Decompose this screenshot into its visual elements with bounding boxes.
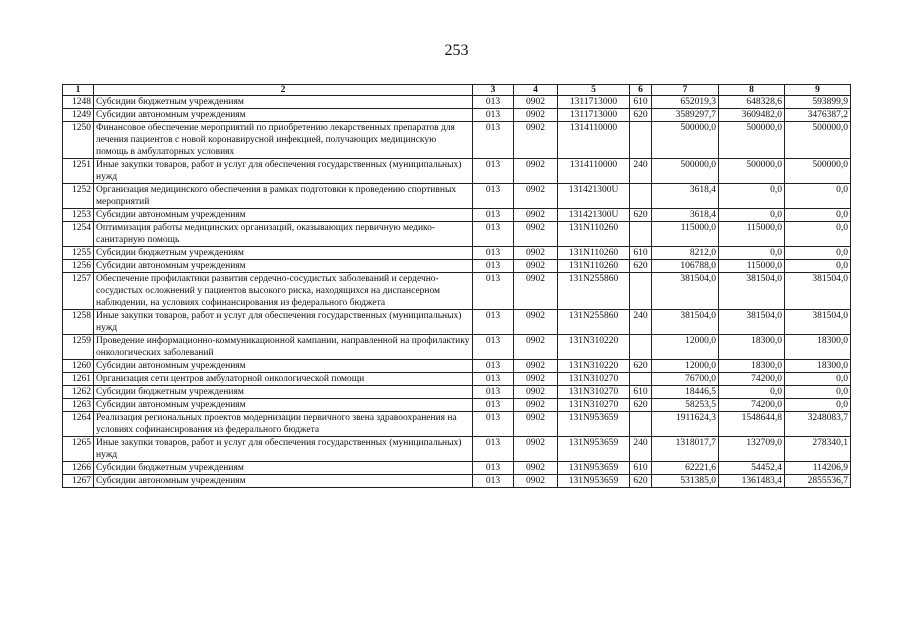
row-target-code: 1314110000 — [558, 122, 630, 159]
table-row — [63, 159, 851, 184]
row-grbs-code: 013 — [473, 247, 514, 260]
row-name: Оптимизация работы медицинских организаций, оказывающих первичную медико-санитарную помощь — [94, 222, 473, 247]
row-target-code: 131N310220 — [558, 360, 630, 373]
row-value-1: 12000,0 — [652, 335, 719, 360]
row-number: 1263 — [63, 399, 94, 412]
row-value-1: 62221,6 — [652, 462, 719, 475]
table-row — [63, 184, 851, 209]
row-section-code: 0902 — [514, 96, 558, 109]
table-body — [63, 96, 851, 488]
row-value-3: 0,0 — [785, 386, 851, 399]
row-value-1: 18446,5 — [652, 386, 719, 399]
row-grbs-code: 013 — [473, 209, 514, 222]
row-value-1: 500000,0 — [652, 159, 719, 184]
row-value-3: 381504,0 — [785, 273, 851, 310]
row-grbs-code: 013 — [473, 109, 514, 122]
row-value-2: 132709,0 — [719, 437, 785, 462]
column-header: 7 — [652, 85, 719, 96]
row-name: Субсидии бюджетным учреждениям — [94, 247, 473, 260]
row-value-3: 18300,0 — [785, 360, 851, 373]
row-target-code: 131N255860 — [558, 310, 630, 335]
row-target-code: 1311713000 — [558, 109, 630, 122]
row-target-code: 131421300U — [558, 184, 630, 209]
row-name: Субсидии автономным учреждениям — [94, 475, 473, 488]
row-name: Иные закупки товаров, работ и услуг для обеспечения государственных (муниципальных) нужд — [94, 437, 473, 462]
row-value-3: 0,0 — [785, 260, 851, 273]
table-row — [63, 437, 851, 462]
row-value-3: 3248083,7 — [785, 412, 851, 437]
row-grbs-code: 013 — [473, 462, 514, 475]
row-value-2: 115000,0 — [719, 260, 785, 273]
row-expense-type — [630, 273, 652, 310]
table-row — [63, 373, 851, 386]
row-number: 1267 — [63, 475, 94, 488]
table-row — [63, 247, 851, 260]
table-row — [63, 475, 851, 488]
table-row — [63, 335, 851, 360]
row-grbs-code: 013 — [473, 122, 514, 159]
row-expense-type — [630, 335, 652, 360]
row-value-1: 3618,4 — [652, 184, 719, 209]
row-target-code: 131N953659 — [558, 462, 630, 475]
row-name: Субсидии бюджетным учреждениям — [94, 462, 473, 475]
row-value-2: 0,0 — [719, 209, 785, 222]
row-expense-type: 240 — [630, 437, 652, 462]
row-number: 1250 — [63, 122, 94, 159]
row-value-2: 3609482,0 — [719, 109, 785, 122]
row-expense-type: 610 — [630, 247, 652, 260]
row-section-code: 0902 — [514, 373, 558, 386]
row-value-1: 1318017,7 — [652, 437, 719, 462]
row-expense-type — [630, 184, 652, 209]
budget-table — [62, 84, 851, 488]
row-target-code: 131N310270 — [558, 386, 630, 399]
row-name: Субсидии автономным учреждениям — [94, 399, 473, 412]
table-row — [63, 310, 851, 335]
row-value-2: 381504,0 — [719, 310, 785, 335]
row-value-3: 0,0 — [785, 222, 851, 247]
row-name: Субсидии бюджетным учреждениям — [94, 96, 473, 109]
row-name: Иные закупки товаров, работ и услуг для обеспечения государственных (муниципальных) нужд — [94, 159, 473, 184]
row-name: Реализация региональных проектов модернизации первичного звена здравоохранения на условиях софинансирования из федерального бюджета — [94, 412, 473, 437]
column-header: 8 — [719, 85, 785, 96]
row-name: Обеспечение профилактики развития сердечно-сосудистых заболеваний и сердечно-сосудистых осложнений у пациентов высокого риска, находящихся на диспансерном наблюдении, на условиях софинансирования из федерального бюджета — [94, 273, 473, 310]
row-name: Субсидии бюджетным учреждениям — [94, 386, 473, 399]
row-name: Субсидии автономным учреждениям — [94, 209, 473, 222]
table-row — [63, 399, 851, 412]
column-header: 1 — [63, 85, 94, 96]
row-value-2: 1548644,8 — [719, 412, 785, 437]
row-number: 1248 — [63, 96, 94, 109]
row-target-code: 1311713000 — [558, 96, 630, 109]
row-expense-type — [630, 222, 652, 247]
row-number: 1266 — [63, 462, 94, 475]
table-row — [63, 96, 851, 109]
row-grbs-code: 013 — [473, 360, 514, 373]
row-number: 1255 — [63, 247, 94, 260]
table-row — [63, 260, 851, 273]
table-row — [63, 360, 851, 373]
row-name: Проведение информационно-коммуникационной кампании, направленной на профилактику онкологических заболеваний — [94, 335, 473, 360]
row-section-code: 0902 — [514, 209, 558, 222]
row-target-code: 131N953659 — [558, 437, 630, 462]
row-target-code: 131421300U — [558, 209, 630, 222]
row-value-1: 531385,0 — [652, 475, 719, 488]
table-row — [63, 122, 851, 159]
page-number: 253 — [444, 42, 469, 59]
row-target-code: 131N953659 — [558, 412, 630, 437]
row-grbs-code: 013 — [473, 159, 514, 184]
row-expense-type — [630, 122, 652, 159]
row-expense-type: 620 — [630, 209, 652, 222]
table-row — [63, 462, 851, 475]
row-value-2: 0,0 — [719, 247, 785, 260]
row-name: Финансовое обеспечение мероприятий по приобретению лекарственных препаратов для лечения пациентов с новой коронавирусной инфекцией, получающих медицинскую помощь в амбулаторных условиях — [94, 122, 473, 159]
row-section-code: 0902 — [514, 335, 558, 360]
row-value-1: 115000,0 — [652, 222, 719, 247]
row-expense-type: 620 — [630, 109, 652, 122]
column-header: 6 — [630, 85, 652, 96]
row-value-2: 381504,0 — [719, 273, 785, 310]
row-grbs-code: 013 — [473, 373, 514, 386]
row-expense-type: 620 — [630, 399, 652, 412]
row-number: 1262 — [63, 386, 94, 399]
row-number: 1249 — [63, 109, 94, 122]
row-value-1: 76700,0 — [652, 373, 719, 386]
row-target-code: 131N110260 — [558, 247, 630, 260]
row-value-3: 500000,0 — [785, 122, 851, 159]
row-target-code: 131N310270 — [558, 373, 630, 386]
row-value-1: 381504,0 — [652, 273, 719, 310]
row-value-1: 58253,5 — [652, 399, 719, 412]
row-value-1: 500000,0 — [652, 122, 719, 159]
row-value-1: 381504,0 — [652, 310, 719, 335]
table-row — [63, 412, 851, 437]
column-header: 5 — [558, 85, 630, 96]
table-row — [63, 222, 851, 247]
row-section-code: 0902 — [514, 247, 558, 260]
row-grbs-code: 013 — [473, 222, 514, 247]
row-value-3: 500000,0 — [785, 159, 851, 184]
row-expense-type: 610 — [630, 96, 652, 109]
row-number: 1259 — [63, 335, 94, 360]
row-value-3: 0,0 — [785, 373, 851, 386]
row-value-3: 2855536,7 — [785, 475, 851, 488]
row-value-3: 18300,0 — [785, 335, 851, 360]
table-row — [63, 273, 851, 310]
row-value-2: 1361483,4 — [719, 475, 785, 488]
row-number: 1265 — [63, 437, 94, 462]
row-grbs-code: 013 — [473, 260, 514, 273]
row-number: 1251 — [63, 159, 94, 184]
row-target-code: 131N110260 — [558, 222, 630, 247]
row-section-code: 0902 — [514, 399, 558, 412]
table-row — [63, 386, 851, 399]
row-grbs-code: 013 — [473, 184, 514, 209]
row-value-1: 12000,0 — [652, 360, 719, 373]
row-section-code: 0902 — [514, 462, 558, 475]
row-grbs-code: 013 — [473, 96, 514, 109]
row-value-1: 3618,4 — [652, 209, 719, 222]
row-expense-type: 240 — [630, 159, 652, 184]
row-value-3: 278340,1 — [785, 437, 851, 462]
row-section-code: 0902 — [514, 260, 558, 273]
row-expense-type: 610 — [630, 386, 652, 399]
row-grbs-code: 013 — [473, 437, 514, 462]
row-grbs-code: 013 — [473, 335, 514, 360]
row-value-3: 0,0 — [785, 247, 851, 260]
row-expense-type — [630, 412, 652, 437]
row-target-code: 131N310220 — [558, 335, 630, 360]
row-number: 1257 — [63, 273, 94, 310]
row-grbs-code: 013 — [473, 386, 514, 399]
row-value-2: 74200,0 — [719, 399, 785, 412]
table-row — [63, 209, 851, 222]
row-value-3: 114206,9 — [785, 462, 851, 475]
row-name: Субсидии автономным учреждениям — [94, 260, 473, 273]
row-section-code: 0902 — [514, 184, 558, 209]
row-target-code: 131N110260 — [558, 260, 630, 273]
row-grbs-code: 013 — [473, 412, 514, 437]
row-section-code: 0902 — [514, 386, 558, 399]
row-expense-type: 620 — [630, 475, 652, 488]
row-value-2: 0,0 — [719, 184, 785, 209]
row-grbs-code: 013 — [473, 399, 514, 412]
row-number: 1254 — [63, 222, 94, 247]
column-header: 9 — [785, 85, 851, 96]
row-value-2: 18300,0 — [719, 360, 785, 373]
row-number: 1256 — [63, 260, 94, 273]
row-value-2: 115000,0 — [719, 222, 785, 247]
row-target-code: 1314110000 — [558, 159, 630, 184]
row-value-3: 593899,9 — [785, 96, 851, 109]
row-grbs-code: 013 — [473, 475, 514, 488]
row-name: Субсидии автономным учреждениям — [94, 360, 473, 373]
row-value-3: 0,0 — [785, 209, 851, 222]
row-target-code: 131N255860 — [558, 273, 630, 310]
row-value-1: 652019,3 — [652, 96, 719, 109]
row-number: 1264 — [63, 412, 94, 437]
row-value-1: 3589297,7 — [652, 109, 719, 122]
row-target-code: 131N310270 — [558, 399, 630, 412]
row-value-1: 8212,0 — [652, 247, 719, 260]
row-value-2: 74200,0 — [719, 373, 785, 386]
row-section-code: 0902 — [514, 310, 558, 335]
row-target-code: 131N953659 — [558, 475, 630, 488]
row-value-2: 18300,0 — [719, 335, 785, 360]
row-section-code: 0902 — [514, 360, 558, 373]
row-section-code: 0902 — [514, 109, 558, 122]
row-number: 1258 — [63, 310, 94, 335]
row-value-3: 381504,0 — [785, 310, 851, 335]
row-section-code: 0902 — [514, 412, 558, 437]
row-value-3: 0,0 — [785, 399, 851, 412]
row-section-code: 0902 — [514, 475, 558, 488]
row-expense-type: 240 — [630, 310, 652, 335]
row-value-2: 648328,6 — [719, 96, 785, 109]
row-expense-type: 610 — [630, 462, 652, 475]
column-header: 4 — [514, 85, 558, 96]
row-number: 1252 — [63, 184, 94, 209]
row-value-2: 54452,4 — [719, 462, 785, 475]
row-name: Организация медицинского обеспечения в рамках подготовки к проведению спортивных мероприятий — [94, 184, 473, 209]
row-number: 1261 — [63, 373, 94, 386]
row-name: Субсидии автономным учреждениям — [94, 109, 473, 122]
row-name: Организация сети центров амбулаторной онкологической помощи — [94, 373, 473, 386]
table-row — [63, 109, 851, 122]
row-grbs-code: 013 — [473, 273, 514, 310]
row-grbs-code: 013 — [473, 310, 514, 335]
row-value-1: 1911624,3 — [652, 412, 719, 437]
row-section-code: 0902 — [514, 273, 558, 310]
row-value-3: 3476387,2 — [785, 109, 851, 122]
row-section-code: 0902 — [514, 437, 558, 462]
row-expense-type: 620 — [630, 360, 652, 373]
row-expense-type: 620 — [630, 260, 652, 273]
row-number: 1253 — [63, 209, 94, 222]
column-header: 2 — [94, 85, 473, 96]
row-section-code: 0902 — [514, 122, 558, 159]
row-value-2: 0,0 — [719, 386, 785, 399]
row-section-code: 0902 — [514, 159, 558, 184]
row-number: 1260 — [63, 360, 94, 373]
row-value-2: 500000,0 — [719, 122, 785, 159]
row-value-2: 500000,0 — [719, 159, 785, 184]
row-name: Иные закупки товаров, работ и услуг для обеспечения государственных (муниципальных) нужд — [94, 310, 473, 335]
row-expense-type — [630, 373, 652, 386]
header-row — [63, 85, 851, 96]
row-value-1: 106788,0 — [652, 260, 719, 273]
row-section-code: 0902 — [514, 222, 558, 247]
column-header: 3 — [473, 85, 514, 96]
row-value-3: 0,0 — [785, 184, 851, 209]
